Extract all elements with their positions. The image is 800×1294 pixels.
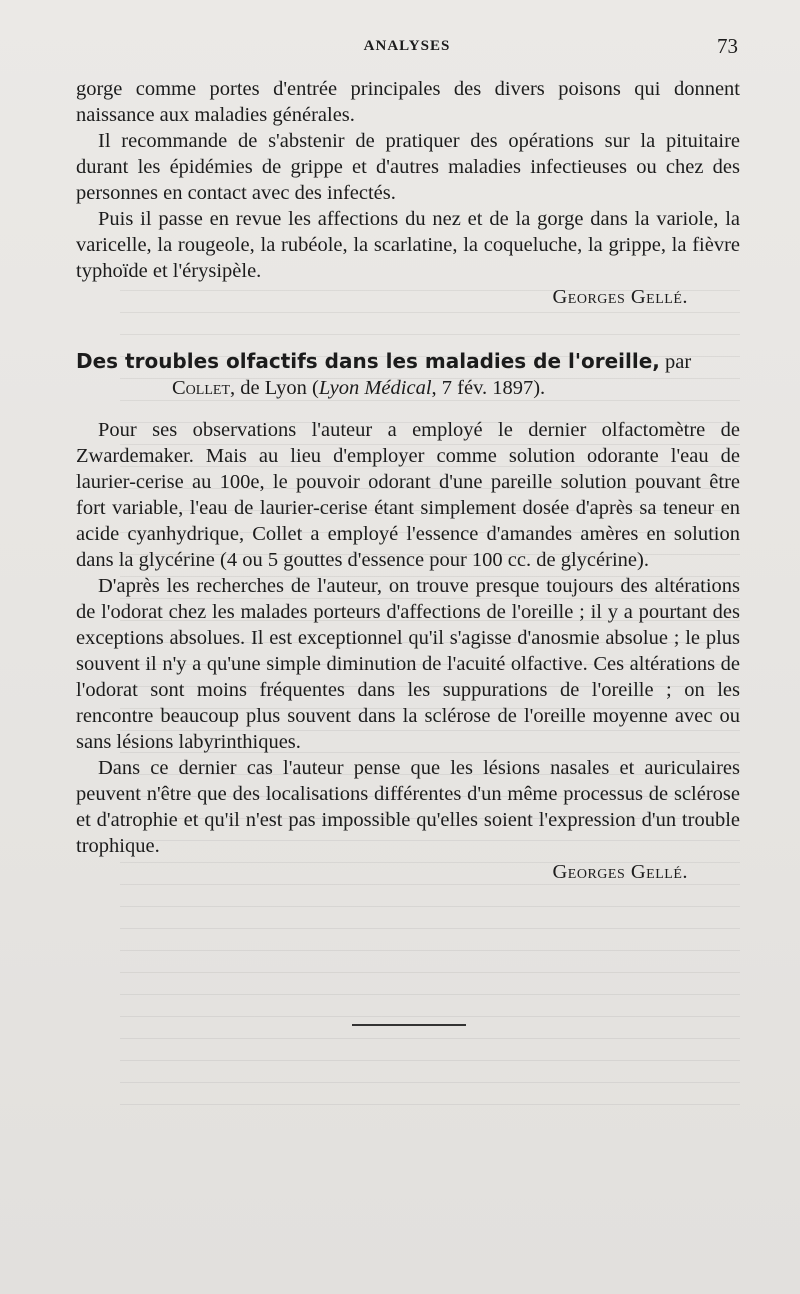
byline-location: , de Lyon ( xyxy=(230,377,319,399)
page-header xyxy=(76,34,738,64)
signature: Georges Gellé. xyxy=(552,861,688,883)
paragraph: Dans ce dernier cas l'auteur pense que les lésions nasales et auriculaires peuvent n'être que des localisations différentes d'un même processus de sclérose et d'atrophie et qu'il n'est pas impossible qu'elles soient l'expression d'un trouble trophique. xyxy=(76,757,740,857)
page-number: 73 xyxy=(717,34,738,58)
article-title: Des troubles olfactifs dans les maladies de l'oreille, xyxy=(76,349,660,373)
body-text xyxy=(76,76,740,885)
article-par: par xyxy=(665,351,692,373)
signature: Georges Gellé. xyxy=(552,286,688,308)
separator-rule xyxy=(352,1024,466,1026)
paragraph: D'après les recherches de l'auteur, on trouve presque toujours des altérations de l'odorat chez les malades porteurs d'affections de l'oreille ; il y a pourtant des exceptions absolues. Il est exceptionnel qu'il s'agisse d'anosmie absolue ; le plus souvent il n'y a qu'une simple diminution de l'acuité olfactive. Ces altérations de l'odorat sont moins fréquentes dans les suppurations de l'oreille ; on les rencontre beaucoup plus souvent dans la sclérose de l'oreille moyenne avec ou sans lésions labyrinthiques. xyxy=(76,575,740,753)
byline xyxy=(76,375,740,401)
journal-name: Lyon Médical xyxy=(318,377,432,399)
author-name: Collet xyxy=(172,377,230,399)
paragraph: Puis il passe en revue les affections du nez et de la gorge dans la variole, la varicelle, la rougeole, la rubéole, la scarlatine, la coqueluche, la grippe, la fièvre typhoïde et l'érysipèle. xyxy=(76,208,740,282)
paragraph: Il recommande de s'abstenir de pratiquer des opérations sur la pituitaire durant les épidémies de grippe et d'autres maladies infectieuses ou chez des personnes en contact avec des infectés. xyxy=(76,130,740,204)
paragraph: gorge comme portes d'entrée principales des divers poisons qui donnent naissance aux maladies générales. xyxy=(76,78,740,126)
article-heading xyxy=(76,348,740,401)
paragraph: Pour ses observations l'auteur a employé le dernier olfactomètre de Zwardemaker. Mais au lieu d'employer comme solution odorante l'eau de laurier-cerise au 100e, le pouvoir odorant d'une pareille solution pouvant être fort variable, l'eau de laurier-cerise étant simplement dosée d'après sa teneur en acide cyanhydrique, Collet a employé l'essence d'amandes amères en solution dans la glycérine (4 ou 5 gouttes d'essence pour 100 cc. de glycérine). xyxy=(76,419,740,571)
byline-date: , 7 fév. 1897). xyxy=(431,377,546,399)
running-head: ANALYSES xyxy=(363,38,451,54)
spacer xyxy=(76,401,740,417)
